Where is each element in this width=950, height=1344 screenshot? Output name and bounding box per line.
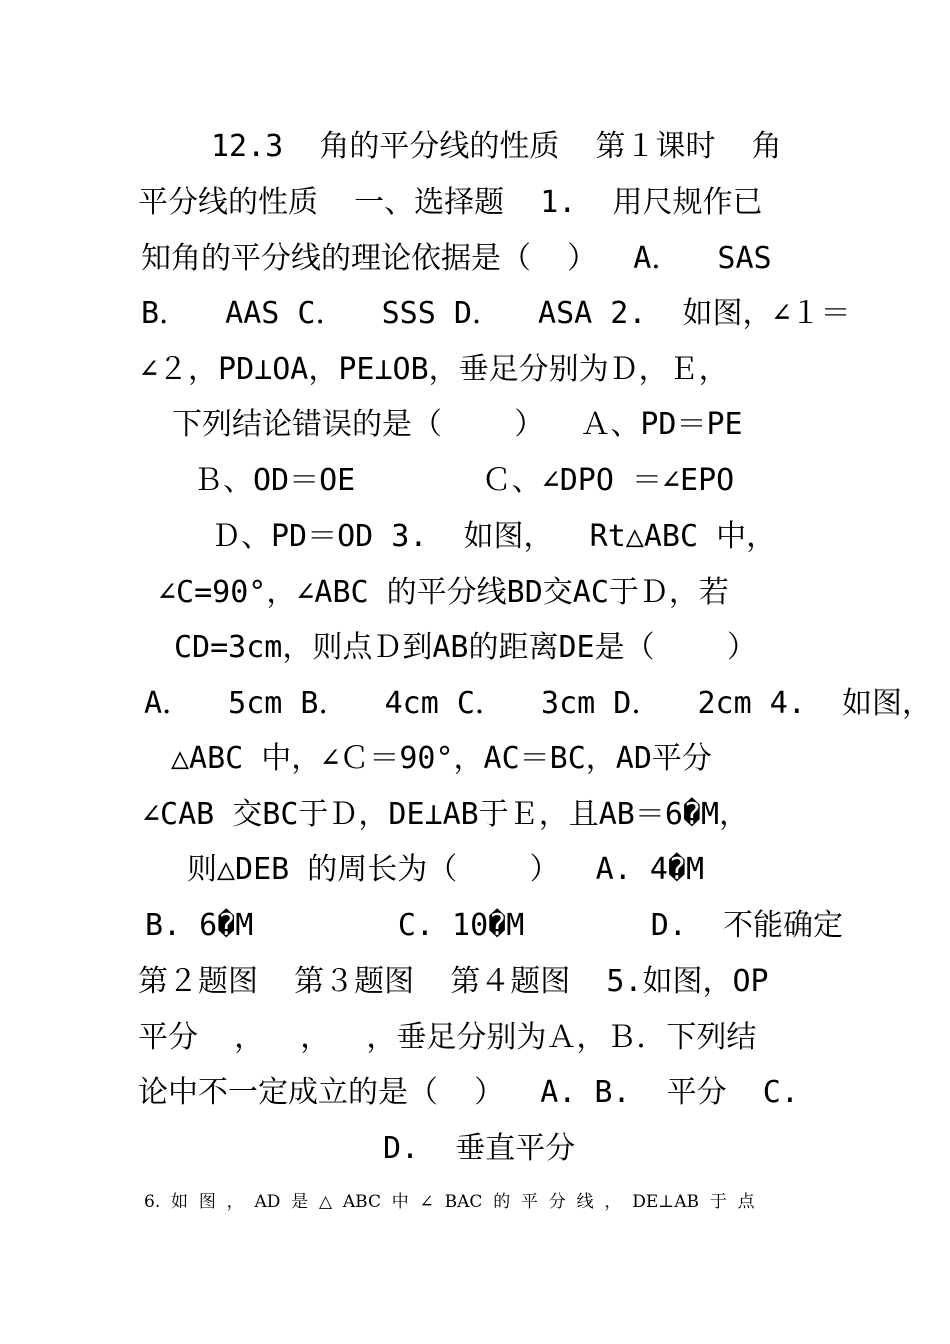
text-line-7: Ｂ、OD＝OE Ｃ、∠DPO ＝∠EPO [193, 463, 735, 498]
text-line-14: 则△DEB 的周长为（ ） A. 4�M [187, 852, 705, 887]
text-line-20: 6. 如 图 ， AD 是 △ ABC 中 ∠ BAC 的 平 分 线 ， DE⊥AB 于 点 [144, 1192, 755, 1212]
text-line-13: ∠CAB 交BC于Ｄ，DE⊥AB于Ｅ，且AB＝6�M， [142, 797, 750, 832]
text-line-2: 平分线的性质 一、选择题 1. 用尺规作已 [138, 185, 763, 220]
text-line-17: 平分 ， ， ，垂足分别为Ａ，Ｂ．下列结 [138, 1020, 757, 1055]
text-line-16: 第２题图 第３题图 第４题图 5.如图，OP [138, 964, 769, 999]
text-line-12: △ABC 中，∠Ｃ＝90°，AC＝BC，AD平分 [171, 741, 712, 776]
text-line-4: B． AAS C． SSS D． ASA 2. 如图，∠１＝ [141, 296, 851, 331]
text-line-1: 12.3 角的平分线的性质 第１课时 角 [211, 129, 782, 164]
text-line-15: B. 6�M C. 10�M D. 不能确定 [145, 908, 843, 943]
text-line-3: 知角的平分线的理论依据是（ ） A． SAS [141, 241, 772, 276]
text-line-6: 下列结论错误的是（ ） Ａ、PD＝PE [172, 407, 743, 442]
text-line-18: 论中不一定成立的是（ ） A. B. 平分 C. [138, 1075, 799, 1110]
text-line-8: Ｄ、PD＝OD 3. 如图， Rt△ABC 中， [211, 519, 777, 554]
text-line-9: ∠C=90°，∠ABC 的平分线BD交AC于Ｄ，若 [158, 575, 729, 610]
text-line-19: D. 垂直平分 [383, 1131, 576, 1166]
text-line-10: CD=3cm，则点Ｄ到AB的距离DE是（ ） [174, 630, 757, 665]
text-line-11: A． 5cm B． 4cm C． 3cm D． 2cm 4. 如图， [144, 686, 932, 721]
text-line-5: ∠２，PD⊥OA，PE⊥OB，垂足分别为Ｄ，Ｅ， [140, 352, 729, 387]
